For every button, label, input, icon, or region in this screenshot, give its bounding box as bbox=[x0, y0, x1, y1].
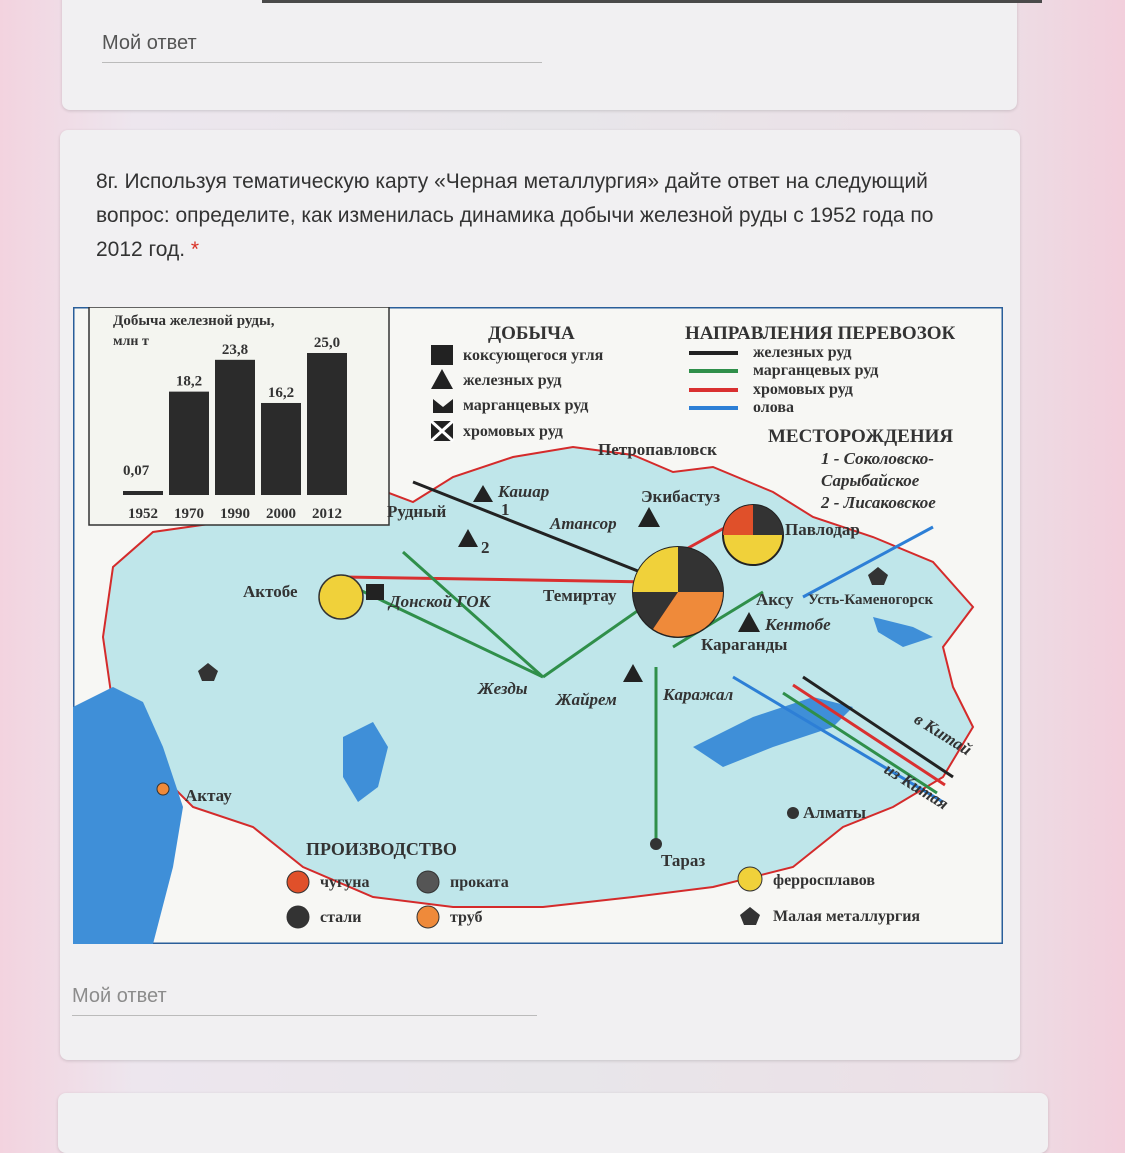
transport-item-4: олова bbox=[753, 399, 795, 416]
taraz-city-icon bbox=[650, 838, 662, 850]
label-zhezdy: Жезды bbox=[478, 679, 528, 698]
production-item-6: Малая металлургия bbox=[773, 908, 921, 925]
question-text: 8г. Используя тематическую карту «Черная металлургия» дайте ответ на следующий вопрос: определите, как изменилась динамика добычи железной руды с 1952 года по 2012 год. bbox=[96, 170, 934, 261]
label-num1: 1 bbox=[501, 500, 510, 519]
rolled-metal-circle-icon bbox=[417, 871, 439, 893]
mining-item-1: коксующегося угля bbox=[463, 347, 604, 364]
mining-legend-title: ДОБЫЧА bbox=[488, 323, 575, 344]
required-mark: * bbox=[190, 238, 200, 261]
aktau-city-icon bbox=[157, 783, 169, 795]
bar-value-label: 25,0 bbox=[313, 335, 341, 351]
bar-year-label: 1990 bbox=[220, 506, 250, 522]
previous-answer-underline bbox=[102, 62, 542, 63]
deposit-line-3: 2 - Лисаковское bbox=[821, 493, 936, 512]
bar-1970 bbox=[169, 392, 209, 495]
label-taraz: Тараз bbox=[661, 851, 706, 870]
chart-unit: млн т bbox=[113, 334, 149, 349]
label-rudny: Рудный bbox=[387, 502, 447, 521]
donskoy-chrome-icon bbox=[366, 584, 384, 600]
bar-2012 bbox=[307, 353, 347, 495]
mining-item-4: хромовых руд bbox=[463, 423, 563, 440]
label-karaganda: Караганды bbox=[701, 635, 788, 654]
next-question-card bbox=[58, 1093, 1048, 1153]
production-item-4: труб bbox=[450, 909, 483, 926]
label-num2: 2 bbox=[481, 538, 490, 557]
label-temirtau: Темиртау bbox=[543, 586, 617, 605]
label-aktobe: Актобе bbox=[243, 582, 298, 601]
production-item-3: проката bbox=[450, 874, 509, 891]
production-item-5: ферросплавов bbox=[773, 872, 876, 889]
label-petropavlovsk: Петропавловск bbox=[598, 440, 717, 459]
label-to-china: в Китай bbox=[910, 709, 976, 760]
label-ekibastuz: Экибастуз bbox=[641, 487, 721, 506]
production-item-1: чугуна bbox=[320, 874, 370, 891]
deposit-line-2: Сарыбайское bbox=[821, 471, 920, 490]
answer-underline bbox=[72, 1015, 537, 1016]
bar-2000 bbox=[261, 403, 301, 495]
almaty-city-icon bbox=[787, 807, 799, 819]
map-svg bbox=[73, 307, 1003, 944]
label-zhairem: Жайрем bbox=[556, 690, 617, 709]
pipes-circle-icon bbox=[417, 906, 439, 928]
bar-value-label: 16,2 bbox=[267, 384, 295, 401]
temirtau-production-pie bbox=[633, 547, 723, 637]
previous-question-card bbox=[62, 0, 1017, 110]
label-aksu: Аксу bbox=[756, 590, 794, 609]
production-item-2: стали bbox=[320, 909, 362, 926]
label-almaty: Алматы bbox=[803, 803, 866, 822]
pavlodar-production-pie bbox=[723, 505, 783, 565]
bar-year-label: 1970 bbox=[174, 506, 204, 522]
transport-item-3: хромовых руд bbox=[753, 381, 853, 398]
previous-answer-input[interactable]: Мой ответ bbox=[102, 32, 197, 54]
pig-iron-circle-icon bbox=[287, 871, 309, 893]
label-kentobe: Кентобе bbox=[765, 615, 831, 634]
label-karazhal: Каражал bbox=[663, 685, 734, 704]
mining-item-2: железных руд bbox=[463, 372, 562, 389]
transport-item-2: марганцевых руд bbox=[753, 362, 879, 379]
bar-value-label: 18,2 bbox=[175, 373, 203, 390]
deposits-legend-title: МЕСТОРОЖДЕНИЯ bbox=[768, 426, 954, 447]
label-ust-kamenogorsk: Усть-Каменогорск bbox=[808, 592, 934, 608]
bar-value-label: 0,07 bbox=[123, 463, 150, 479]
question-title bbox=[96, 165, 976, 267]
mining-item-3: марганцевых руд bbox=[463, 397, 589, 414]
steel-circle-icon bbox=[287, 906, 309, 928]
coking-coal-square-icon bbox=[431, 345, 453, 365]
aktobe-ferroalloy-circle bbox=[319, 575, 363, 619]
previous-answer-underline-dark bbox=[262, 0, 1042, 3]
bar-year-label: 1952 bbox=[128, 506, 158, 522]
transport-legend-title: НАПРАВЛЕНИЯ ПЕРЕВОЗОК bbox=[685, 323, 956, 344]
label-from-china: из Китая bbox=[880, 759, 952, 814]
bar-value-label: 23,8 bbox=[221, 341, 249, 358]
label-kashar: Кашар bbox=[498, 482, 550, 501]
bar-1990 bbox=[215, 360, 255, 495]
production-legend-title: ПРОИЗВОДСТВО bbox=[306, 839, 457, 859]
label-atansor: Атансор bbox=[550, 514, 617, 533]
chart-title: Добыча железной руды, bbox=[113, 313, 275, 329]
ferroalloys-circle-icon bbox=[738, 867, 762, 891]
bar-year-label: 2012 bbox=[312, 506, 342, 522]
answer-input[interactable]: Мой ответ bbox=[72, 985, 167, 1007]
deposit-line-1: 1 - Соколовско- bbox=[821, 449, 934, 468]
label-aktau: Актау bbox=[185, 786, 232, 805]
bar-1952 bbox=[123, 491, 163, 495]
transport-item-1: железных руд bbox=[753, 344, 852, 361]
label-pavlodar: Павлодар bbox=[785, 520, 860, 539]
metallurgy-map-image bbox=[73, 307, 1003, 944]
bar-year-label: 2000 bbox=[266, 506, 296, 522]
label-donskoy: Донской ГОК bbox=[389, 592, 491, 611]
